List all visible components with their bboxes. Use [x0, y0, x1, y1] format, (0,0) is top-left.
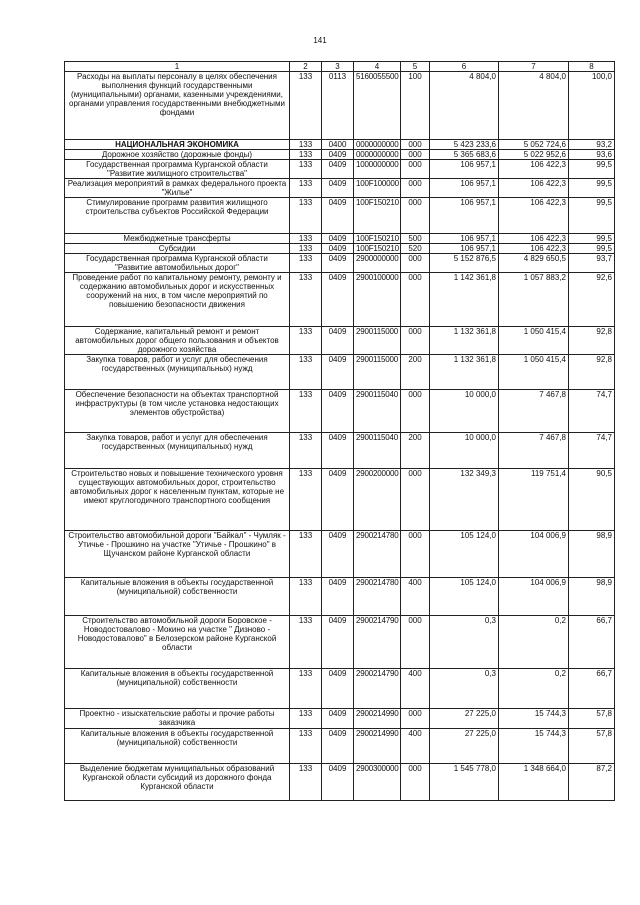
table-row [65, 469, 615, 531]
section-code-cell: 0409 [322, 327, 354, 355]
planned-amount-cell: 27 225,0 [430, 709, 499, 729]
table-row [65, 531, 615, 578]
row-name-cell: Проведение работ по капитальному ремонту, ремонту и содержанию автомобильных дорог и искусственных сооружений на них, в том числе мероприятий по повышению безопасности движения [65, 273, 290, 327]
expense-type-cell: 000 [401, 198, 430, 234]
planned-amount-cell: 1 132 361,8 [430, 327, 499, 355]
chapter-code-cell: 133 [290, 669, 322, 709]
planned-amount-cell: 105 124,0 [430, 578, 499, 616]
section-code-cell: 0409 [322, 150, 354, 160]
table-row [65, 160, 615, 179]
row-name-cell: Закупка товаров, работ и услуг для обеспечения государственных (муниципальных) нужд [65, 355, 290, 390]
row-name-cell: Строительство автомобильной дороги "Байкал" - Чумляк - Утичье - Прошкино на участке "Утичье - Прошкино" в Щучанском районе Курганской области [65, 531, 290, 578]
chapter-code-cell: 133 [290, 140, 322, 150]
executed-amount-cell: 1 050 415,4 [499, 327, 569, 355]
percent-cell: 92,8 [569, 355, 615, 390]
executed-amount-cell: 106 422,3 [499, 198, 569, 234]
table-row [65, 669, 615, 709]
target-article-cell: 100F150210 [354, 244, 401, 254]
table-row [65, 150, 615, 160]
planned-amount-cell: 106 957,1 [430, 198, 499, 234]
target-article-cell: 2900115000 [354, 355, 401, 390]
target-article-cell: 2900115040 [354, 390, 401, 433]
table-row [65, 355, 615, 390]
row-name-cell: Субсидии [65, 244, 290, 254]
section-code-cell: 0409 [322, 198, 354, 234]
target-article-cell: 5160055500 [354, 72, 401, 140]
chapter-code-cell: 133 [290, 150, 322, 160]
planned-amount-cell: 1 142 361,8 [430, 273, 499, 327]
planned-amount-cell: 4 804,0 [430, 72, 499, 140]
planned-amount-cell: 132 349,3 [430, 469, 499, 531]
planned-amount-cell: 5 423 233,6 [430, 140, 499, 150]
planned-amount-cell: 106 957,1 [430, 179, 499, 198]
chapter-code-cell: 133 [290, 179, 322, 198]
expense-type-cell: 400 [401, 669, 430, 709]
expense-type-cell: 000 [401, 140, 430, 150]
expense-type-cell: 000 [401, 709, 430, 729]
chapter-code-cell: 133 [290, 616, 322, 669]
percent-cell: 74,7 [569, 390, 615, 433]
expense-type-cell: 000 [401, 764, 430, 801]
executed-amount-cell: 4 829 650,5 [499, 254, 569, 273]
percent-cell: 98,9 [569, 531, 615, 578]
executed-amount-cell: 7 467,8 [499, 433, 569, 469]
expense-type-cell: 000 [401, 254, 430, 273]
expense-type-cell: 000 [401, 160, 430, 179]
chapter-code-cell: 133 [290, 273, 322, 327]
row-name-cell: Капитальные вложения в объекты государственной (муниципальной) собственности [65, 669, 290, 709]
section-code-cell: 0400 [322, 140, 354, 150]
section-code-cell: 0409 [322, 273, 354, 327]
executed-amount-cell: 15 744,3 [499, 709, 569, 729]
expense-type-cell: 400 [401, 578, 430, 616]
row-name-cell: Обеспечение безопасности на объектах транспортной инфраструктуры (в том числе установка недостающих элементов обустройства) [65, 390, 290, 433]
target-article-cell: 2900000000 [354, 254, 401, 273]
section-code-cell: 0409 [322, 709, 354, 729]
expense-type-cell: 000 [401, 150, 430, 160]
row-name-cell: НАЦИОНАЛЬНАЯ ЭКОНОМИКА [65, 140, 290, 150]
target-article-cell: 100F150210 [354, 198, 401, 234]
target-article-cell: 2900300000 [354, 764, 401, 801]
section-code-cell: 0409 [322, 469, 354, 531]
percent-cell: 100,0 [569, 72, 615, 140]
budget-table [64, 61, 615, 801]
row-name-cell: Строительство автомобильной дороги Боровское - Новодостовалово - Мокино на участке " Дизново - Новодостовалово" в Белозерском районе Курганской области [65, 616, 290, 669]
percent-cell: 98,9 [569, 578, 615, 616]
executed-amount-cell: 106 422,3 [499, 234, 569, 244]
planned-amount-cell: 10 000,0 [430, 390, 499, 433]
section-code-cell: 0409 [322, 669, 354, 709]
percent-cell: 74,7 [569, 433, 615, 469]
executed-amount-cell: 104 006,9 [499, 578, 569, 616]
table-row [65, 616, 615, 669]
expense-type-cell: 500 [401, 234, 430, 244]
percent-cell: 57,8 [569, 729, 615, 764]
column-header: 7 [499, 62, 569, 72]
column-header: 4 [354, 62, 401, 72]
target-article-cell: 0000000000 [354, 140, 401, 150]
section-code-cell: 0409 [322, 244, 354, 254]
executed-amount-cell: 106 422,3 [499, 244, 569, 254]
expense-type-cell: 000 [401, 179, 430, 198]
chapter-code-cell: 133 [290, 355, 322, 390]
expense-type-cell: 000 [401, 531, 430, 578]
target-article-cell: 2900100000 [354, 273, 401, 327]
section-code-cell: 0409 [322, 531, 354, 578]
planned-amount-cell: 5 152 876,5 [430, 254, 499, 273]
chapter-code-cell: 133 [290, 709, 322, 729]
executed-amount-cell: 5 022 952,6 [499, 150, 569, 160]
target-article-cell: 2900214790 [354, 669, 401, 709]
table-row [65, 709, 615, 729]
planned-amount-cell: 1 132 361,8 [430, 355, 499, 390]
row-name-cell: Содержание, капитальный ремонт и ремонт автомобильных дорог общего пользования и объектов дорожного хозяйства [65, 327, 290, 355]
target-article-cell: 0000000000 [354, 150, 401, 160]
target-article-cell: 2900115040 [354, 433, 401, 469]
executed-amount-cell: 1 050 415,4 [499, 355, 569, 390]
table-header-row [65, 62, 615, 72]
chapter-code-cell: 133 [290, 160, 322, 179]
table-row [65, 254, 615, 273]
percent-cell: 93,2 [569, 140, 615, 150]
column-header: 6 [430, 62, 499, 72]
expense-type-cell: 100 [401, 72, 430, 140]
row-name-cell: Расходы на выплаты персоналу в целях обеспечения выполнения функций государственными (муниципальными) органами, казенными учреждениями, органами управления государственными внебюджетными фондами [65, 72, 290, 140]
row-name-cell: Капитальные вложения в объекты государственной (муниципальной) собственности [65, 578, 290, 616]
chapter-code-cell: 133 [290, 531, 322, 578]
table-row [65, 234, 615, 244]
table-row [65, 179, 615, 198]
column-header: 2 [290, 62, 322, 72]
planned-amount-cell: 1 545 778,0 [430, 764, 499, 801]
row-name-cell: Дорожное хозяйство (дорожные фонды) [65, 150, 290, 160]
expense-type-cell: 000 [401, 327, 430, 355]
chapter-code-cell: 133 [290, 327, 322, 355]
row-name-cell: Государственная программа Курганской области "Развитие автомобильных дорог" [65, 254, 290, 273]
percent-cell: 93,6 [569, 150, 615, 160]
planned-amount-cell: 105 124,0 [430, 531, 499, 578]
chapter-code-cell: 133 [290, 198, 322, 234]
row-name-cell: Строительство новых и повышение технического уровня существующих автомобильных дорог, строительство автомобильных дорог к населенным пунктам, которые не имеют круглогодичного транспортного сообщения [65, 469, 290, 531]
chapter-code-cell: 133 [290, 244, 322, 254]
expense-type-cell: 200 [401, 355, 430, 390]
table-row [65, 433, 615, 469]
expense-type-cell: 000 [401, 469, 430, 531]
section-code-cell: 0409 [322, 764, 354, 801]
table-row [65, 327, 615, 355]
target-article-cell: 2900214990 [354, 729, 401, 764]
row-name-cell: Выделение бюджетам муниципальных образований Курганской области субсидий из дорожного фонда Курганской области [65, 764, 290, 801]
target-article-cell: 100F150210 [354, 234, 401, 244]
planned-amount-cell: 27 225,0 [430, 729, 499, 764]
executed-amount-cell: 7 467,8 [499, 390, 569, 433]
column-header: 1 [65, 62, 290, 72]
section-code-cell: 0409 [322, 578, 354, 616]
executed-amount-cell: 106 422,3 [499, 179, 569, 198]
percent-cell: 66,7 [569, 669, 615, 709]
section-code-cell: 0409 [322, 179, 354, 198]
planned-amount-cell: 106 957,1 [430, 244, 499, 254]
table-row [65, 273, 615, 327]
percent-cell: 99,5 [569, 244, 615, 254]
column-header: 8 [569, 62, 615, 72]
planned-amount-cell: 0,3 [430, 616, 499, 669]
executed-amount-cell: 106 422,3 [499, 160, 569, 179]
table-row [65, 390, 615, 433]
table-row [65, 72, 615, 140]
executed-amount-cell: 1 348 664,0 [499, 764, 569, 801]
target-article-cell: 2900214790 [354, 616, 401, 669]
column-header: 3 [322, 62, 354, 72]
target-article-cell: 2900115000 [354, 327, 401, 355]
expense-type-cell: 000 [401, 390, 430, 433]
chapter-code-cell: 133 [290, 729, 322, 764]
target-article-cell: 100F100000 [354, 179, 401, 198]
executed-amount-cell: 104 006,9 [499, 531, 569, 578]
percent-cell: 87,2 [569, 764, 615, 801]
table-row [65, 764, 615, 801]
row-name-cell: Стимулирование программ развития жилищного строительства субъектов Российской Федерации [65, 198, 290, 234]
executed-amount-cell: 119 751,4 [499, 469, 569, 531]
table-row [65, 140, 615, 150]
target-article-cell: 2900214780 [354, 531, 401, 578]
executed-amount-cell: 1 057 883,2 [499, 273, 569, 327]
chapter-code-cell: 133 [290, 433, 322, 469]
section-code-cell: 0409 [322, 616, 354, 669]
row-name-cell: Государственная программа Курганской области "Развитие жилищного строительства" [65, 160, 290, 179]
target-article-cell: 1000000000 [354, 160, 401, 179]
chapter-code-cell: 133 [290, 234, 322, 244]
row-name-cell: Реализация мероприятий в рамках федерального проекта "Жилье" [65, 179, 290, 198]
row-name-cell: Межбюджетные трансферты [65, 234, 290, 244]
chapter-code-cell: 133 [290, 764, 322, 801]
executed-amount-cell: 4 804,0 [499, 72, 569, 140]
percent-cell: 99,5 [569, 179, 615, 198]
percent-cell: 66,7 [569, 616, 615, 669]
percent-cell: 93,7 [569, 254, 615, 273]
percent-cell: 99,5 [569, 198, 615, 234]
executed-amount-cell: 5 052 724,6 [499, 140, 569, 150]
section-code-cell: 0409 [322, 234, 354, 244]
percent-cell: 92,6 [569, 273, 615, 327]
target-article-cell: 2900200000 [354, 469, 401, 531]
planned-amount-cell: 5 365 683,6 [430, 150, 499, 160]
section-code-cell: 0409 [322, 433, 354, 469]
target-article-cell: 2900214990 [354, 709, 401, 729]
section-code-cell: 0409 [322, 355, 354, 390]
expense-type-cell: 000 [401, 616, 430, 669]
expense-type-cell: 400 [401, 729, 430, 764]
row-name-cell: Проектно - изыскательские работы и прочие работы заказчика [65, 709, 290, 729]
section-code-cell: 0409 [322, 729, 354, 764]
percent-cell: 99,5 [569, 160, 615, 179]
section-code-cell: 0409 [322, 254, 354, 273]
section-code-cell: 0409 [322, 160, 354, 179]
executed-amount-cell: 15 744,3 [499, 729, 569, 764]
chapter-code-cell: 133 [290, 72, 322, 140]
target-article-cell: 2900214780 [354, 578, 401, 616]
page-number: 141 [313, 36, 327, 45]
executed-amount-cell: 0,2 [499, 669, 569, 709]
percent-cell: 92,8 [569, 327, 615, 355]
percent-cell: 99,5 [569, 234, 615, 244]
planned-amount-cell: 0,3 [430, 669, 499, 709]
table-row [65, 729, 615, 764]
planned-amount-cell: 106 957,1 [430, 234, 499, 244]
expense-type-cell: 520 [401, 244, 430, 254]
chapter-code-cell: 133 [290, 469, 322, 531]
section-code-cell: 0113 [322, 72, 354, 140]
planned-amount-cell: 106 957,1 [430, 160, 499, 179]
executed-amount-cell: 0,2 [499, 616, 569, 669]
column-header: 5 [401, 62, 430, 72]
expense-type-cell: 000 [401, 273, 430, 327]
chapter-code-cell: 133 [290, 390, 322, 433]
row-name-cell: Закупка товаров, работ и услуг для обеспечения государственных (муниципальных) нужд [65, 433, 290, 469]
chapter-code-cell: 133 [290, 578, 322, 616]
table-row [65, 198, 615, 234]
percent-cell: 57,8 [569, 709, 615, 729]
row-name-cell: Капитальные вложения в объекты государственной (муниципальной) собственности [65, 729, 290, 764]
table-row [65, 578, 615, 616]
section-code-cell: 0409 [322, 390, 354, 433]
expense-type-cell: 200 [401, 433, 430, 469]
percent-cell: 90,5 [569, 469, 615, 531]
chapter-code-cell: 133 [290, 254, 322, 273]
planned-amount-cell: 10 000,0 [430, 433, 499, 469]
table-row [65, 244, 615, 254]
